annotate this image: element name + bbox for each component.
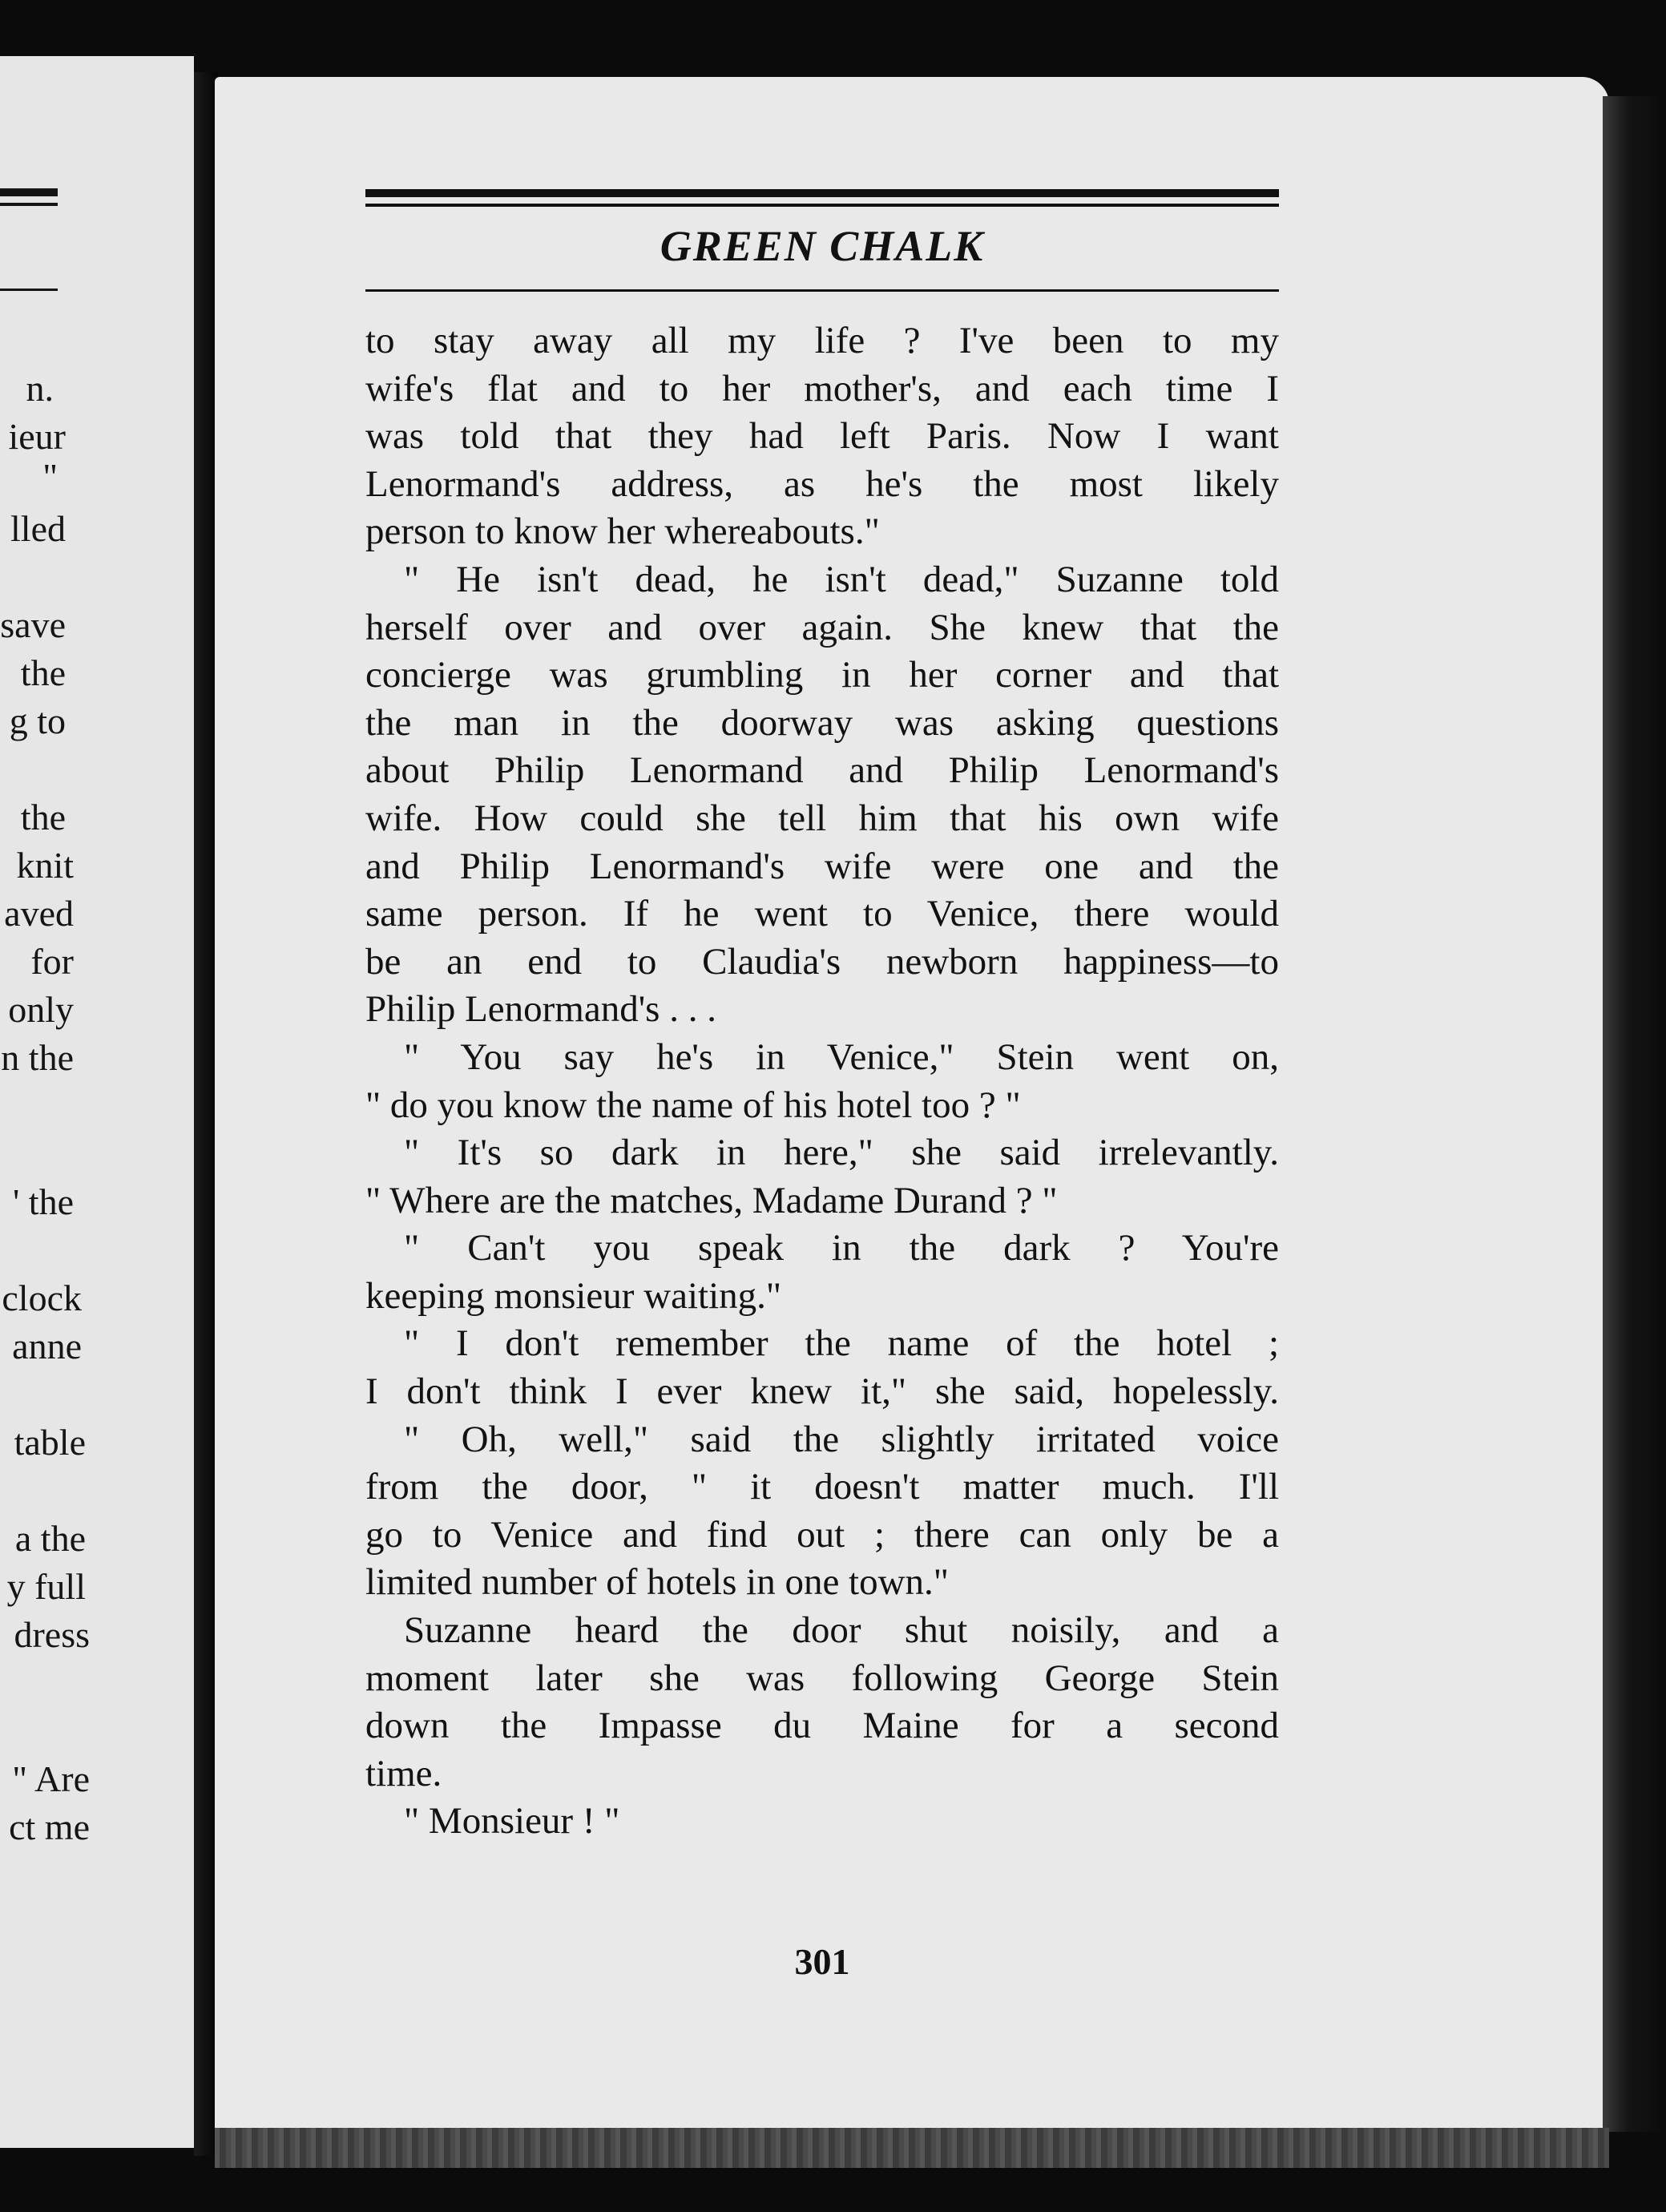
text-line: person to know her whereabouts."	[365, 511, 880, 553]
left-line-fragment: ieur	[8, 416, 66, 457]
left-line-fragment: lled	[10, 508, 66, 549]
text-line: " He isn't dead, he isn't dead," Suzanne told	[404, 558, 1279, 600]
left-line-fragment: g to	[9, 700, 66, 741]
text-line: time.	[365, 1752, 442, 1794]
text-line: Suzanne heard the door shut noisily, and a	[404, 1609, 1279, 1652]
text-line: to stay away all my life ? I've been to my	[365, 320, 1279, 361]
text-line: " I don't remember the name of the hotel ;	[404, 1322, 1279, 1365]
text-line: be an end to Claudia's newborn happiness—to	[365, 940, 1279, 983]
left-line-fragment: save	[0, 604, 66, 645]
left-line-fragment: n the	[1, 1037, 74, 1078]
text-line: Philip Lenormand's . . .	[365, 988, 716, 1031]
left-line-fragment: ' the	[13, 1181, 74, 1222]
text-line: limited number of hotels in one town."	[365, 1561, 949, 1604]
text-line: go to Venice and find out ; there can only be a	[365, 1513, 1279, 1556]
text-line: Lenormand's address, as he's the most likely	[365, 462, 1279, 505]
text-line: I don't think I ever knew it," she said, hopelessly.	[365, 1370, 1279, 1413]
left-facing-page	[0, 56, 194, 2148]
text-line: keeping monsieur waiting."	[365, 1274, 782, 1317]
left-line-fragment: the	[20, 797, 66, 838]
text-line: " Can't you speak in the dark ? You're	[404, 1227, 1279, 1269]
text-line: wife's flat and to her mother's, and each time I	[365, 367, 1279, 410]
text-line: " Monsieur ! "	[404, 1800, 620, 1843]
page-bottom-edge	[215, 2128, 1609, 2168]
left-line-fragment: ct me	[9, 1806, 90, 1847]
text-line: moment later she was following George Stein	[365, 1657, 1279, 1699]
text-line: " do you know the name of his hotel too ? "	[365, 1084, 1021, 1126]
header-rule-thin	[365, 204, 1279, 207]
left-line-fragment: table	[14, 1422, 86, 1463]
left-header-rule	[0, 188, 58, 196]
text-line: " Where are the matches, Madame Durand ? "	[365, 1179, 1058, 1221]
text-line: wife. How could she tell him that his own wife	[365, 797, 1279, 839]
left-line-fragment: " Are	[12, 1758, 90, 1799]
header-rule-thick	[365, 189, 1279, 197]
text-line: the man in the doorway was asking questions	[365, 701, 1279, 744]
text-line: down the Impasse du Maine for a second	[365, 1705, 1279, 1747]
text-line: was told that they had left Paris. Now I want	[365, 415, 1279, 458]
left-line-fragment: y full	[6, 1566, 86, 1607]
text-line: " It's so dark in here," she said irrelevantly.	[404, 1132, 1279, 1174]
right-page	[215, 77, 1609, 2137]
left-line-fragment: dress	[14, 1614, 90, 1655]
left-line-fragment: a the	[14, 1518, 86, 1559]
left-line-fragment: anne	[12, 1326, 82, 1366]
left-line-fragment: "	[42, 456, 58, 497]
text-line: about Philip Lenormand and Philip Lenormand's	[365, 749, 1279, 792]
text-line: " Oh, well," said the slightly irritated voice	[404, 1418, 1279, 1460]
left-line-fragment: n.	[26, 368, 54, 409]
header-underline	[365, 289, 1279, 292]
text-line: and Philip Lenormand's wife were one and the	[365, 845, 1279, 887]
body-text	[365, 317, 1279, 1846]
left-line-fragment: only	[8, 989, 74, 1030]
left-line-fragment: the	[20, 652, 66, 693]
page-edge-shadow	[1603, 96, 1666, 2132]
left-header-rule-thin	[0, 203, 58, 206]
text-line: same person. If he went to Venice, there would	[365, 893, 1279, 935]
text-line: concierge was grumbling in her corner and that	[365, 654, 1279, 696]
text-line: " You say he's in Venice," Stein went on,	[404, 1035, 1279, 1078]
text-line: from the door, " it doesn't matter much. I'll	[365, 1466, 1279, 1508]
page-number: 301	[794, 1941, 850, 1982]
running-head: GREEN CHALK	[660, 222, 985, 270]
left-line-fragment: aved	[4, 893, 74, 934]
left-line-fragment: for	[30, 941, 74, 982]
left-header-underline	[0, 289, 58, 291]
text-line: herself over and over again. She knew that the	[365, 606, 1279, 648]
left-line-fragment: clock	[2, 1278, 82, 1318]
left-line-fragment: knit	[16, 845, 74, 886]
